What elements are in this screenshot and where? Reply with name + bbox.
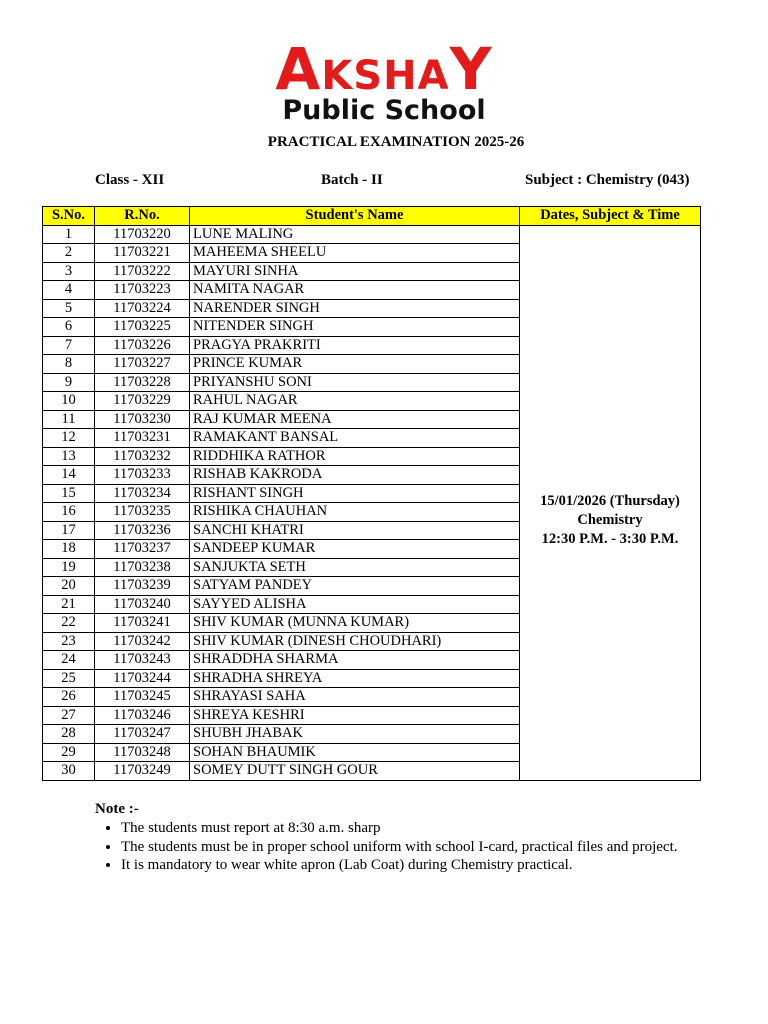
header-rno: R.No.: [95, 207, 190, 226]
cell-rno: 11703225: [95, 318, 190, 337]
cell-sno: 6: [43, 318, 95, 337]
note-section: [95, 800, 678, 875]
cell-student-name: LUNE MALING: [190, 225, 520, 244]
cell-rno: 11703242: [95, 632, 190, 651]
note-item: • It is mandatory to wear white apron (Lab Coat) during Chemistry practical.: [121, 856, 678, 875]
cell-rno: 11703247: [95, 725, 190, 744]
cell-student-name: MAYURI SINHA: [190, 262, 520, 281]
cell-rno: 11703240: [95, 595, 190, 614]
cell-rno: 11703239: [95, 577, 190, 596]
cell-sno: 30: [43, 762, 95, 781]
logo-letter-first: A: [275, 35, 322, 103]
cell-sno: 12: [43, 429, 95, 448]
logo-letter-last: Y: [449, 35, 493, 103]
cell-student-name: SHRADDHA SHARMA: [190, 651, 520, 670]
cell-sno: 24: [43, 651, 95, 670]
cell-sno: 16: [43, 503, 95, 522]
cell-student-name: SHUBH JHABAK: [190, 725, 520, 744]
school-subtitle: Public School: [282, 95, 486, 126]
cell-sno: 1: [43, 225, 95, 244]
note-item: • The students must be in proper school uniform with school I-card, practical files and project.: [121, 838, 678, 857]
cell-rno: 11703230: [95, 410, 190, 429]
cell-student-name: NITENDER SINGH: [190, 318, 520, 337]
cell-rno: 11703246: [95, 706, 190, 725]
cell-student-name: SHRADHA SHREYA: [190, 669, 520, 688]
cell-sno: 7: [43, 336, 95, 355]
header-student-name: Student's Name: [190, 207, 520, 226]
cell-rno: 11703241: [95, 614, 190, 633]
cell-rno: 11703220: [95, 225, 190, 244]
cell-student-name: RAJ KUMAR MEENA: [190, 410, 520, 429]
batch-label: Batch - II: [321, 172, 383, 188]
cell-student-name: RIDDHIKA RATHOR: [190, 447, 520, 466]
cell-sno: 5: [43, 299, 95, 318]
cell-sno: 8: [43, 355, 95, 374]
cell-sno: 14: [43, 466, 95, 485]
cell-rno: 11703221: [95, 244, 190, 263]
schedule-cell: [520, 225, 701, 780]
schedule-time: 12:30 P.M. - 3:30 P.M.: [541, 531, 679, 547]
cell-rno: 11703224: [95, 299, 190, 318]
cell-student-name: PRAGYA PRAKRITI: [190, 336, 520, 355]
cell-student-name: RISHAB KAKRODA: [190, 466, 520, 485]
cell-rno: 11703236: [95, 521, 190, 540]
cell-sno: 4: [43, 281, 95, 300]
note-title: Note :-: [95, 801, 139, 817]
cell-sno: 22: [43, 614, 95, 633]
cell-rno: 11703229: [95, 392, 190, 411]
cell-student-name: SHIV KUMAR (DINESH CHOUDHARI): [190, 632, 520, 651]
cell-sno: 17: [43, 521, 95, 540]
cell-student-name: RISHIKA CHAUHAN: [190, 503, 520, 522]
cell-student-name: SAYYED ALISHA: [190, 595, 520, 614]
cell-rno: 11703228: [95, 373, 190, 392]
cell-rno: 11703238: [95, 558, 190, 577]
cell-student-name: RISHANT SINGH: [190, 484, 520, 503]
cell-student-name: RAMAKANT BANSAL: [190, 429, 520, 448]
cell-rno: 11703226: [95, 336, 190, 355]
note-item: • The students must report at 8:30 a.m. sharp: [121, 819, 678, 838]
cell-sno: 29: [43, 743, 95, 762]
cell-rno: 11703248: [95, 743, 190, 762]
cell-rno: 11703249: [95, 762, 190, 781]
cell-rno: 11703233: [95, 466, 190, 485]
cell-sno: 23: [43, 632, 95, 651]
cell-rno: 11703232: [95, 447, 190, 466]
note-list: [95, 819, 678, 875]
cell-sno: 3: [43, 262, 95, 281]
cell-student-name: SHRAYASI SAHA: [190, 688, 520, 707]
table-body: [43, 225, 701, 780]
cell-sno: 13: [43, 447, 95, 466]
cell-sno: 19: [43, 558, 95, 577]
class-label: Class - XII: [95, 172, 165, 188]
schedule-subject: Chemistry: [577, 512, 643, 528]
cell-student-name: PRINCE KUMAR: [190, 355, 520, 374]
cell-rno: 11703243: [95, 651, 190, 670]
student-table: [42, 206, 701, 781]
cell-sno: 2: [43, 244, 95, 263]
cell-rno: 11703231: [95, 429, 190, 448]
cell-sno: 25: [43, 669, 95, 688]
cell-student-name: PRIYANSHU SONI: [190, 373, 520, 392]
cell-student-name: SATYAM PANDEY: [190, 577, 520, 596]
cell-sno: 21: [43, 595, 95, 614]
cell-student-name: SHIV KUMAR (MUNNA KUMAR): [190, 614, 520, 633]
cell-student-name: NARENDER SINGH: [190, 299, 520, 318]
table-header-row: [43, 207, 701, 226]
cell-sno: 10: [43, 392, 95, 411]
header-sno: S.No.: [43, 207, 95, 226]
cell-student-name: SANDEEP KUMAR: [190, 540, 520, 559]
cell-student-name: SOMEY DUTT SINGH GOUR: [190, 762, 520, 781]
subject-label: Subject : Chemistry (043): [525, 172, 690, 188]
cell-sno: 20: [43, 577, 95, 596]
cell-rno: 11703245: [95, 688, 190, 707]
cell-student-name: SOHAN BHAUMIK: [190, 743, 520, 762]
cell-rno: 11703222: [95, 262, 190, 281]
cell-rno: 11703237: [95, 540, 190, 559]
logo-letters-middle: KSHA: [321, 53, 450, 99]
cell-sno: 28: [43, 725, 95, 744]
header-schedule: Dates, Subject & Time: [520, 207, 701, 226]
cell-rno: 11703223: [95, 281, 190, 300]
cell-rno: 11703227: [95, 355, 190, 374]
cell-sno: 9: [43, 373, 95, 392]
cell-sno: 27: [43, 706, 95, 725]
schedule-date: 15/01/2026 (Thursday): [540, 493, 680, 509]
cell-student-name: NAMITA NAGAR: [190, 281, 520, 300]
cell-sno: 26: [43, 688, 95, 707]
cell-student-name: MAHEEMA SHEELU: [190, 244, 520, 263]
cell-student-name: RAHUL NAGAR: [190, 392, 520, 411]
exam-title: PRACTICAL EXAMINATION 2025-26: [267, 134, 525, 150]
cell-sno: 11: [43, 410, 95, 429]
cell-rno: 11703244: [95, 669, 190, 688]
cell-rno: 11703235: [95, 503, 190, 522]
cell-student-name: SHREYA KESHRI: [190, 706, 520, 725]
cell-sno: 15: [43, 484, 95, 503]
cell-sno: 18: [43, 540, 95, 559]
cell-rno: 11703234: [95, 484, 190, 503]
cell-student-name: SANJUKTA SETH: [190, 558, 520, 577]
cell-student-name: SANCHI KHATRI: [190, 521, 520, 540]
table-row: [43, 225, 701, 244]
